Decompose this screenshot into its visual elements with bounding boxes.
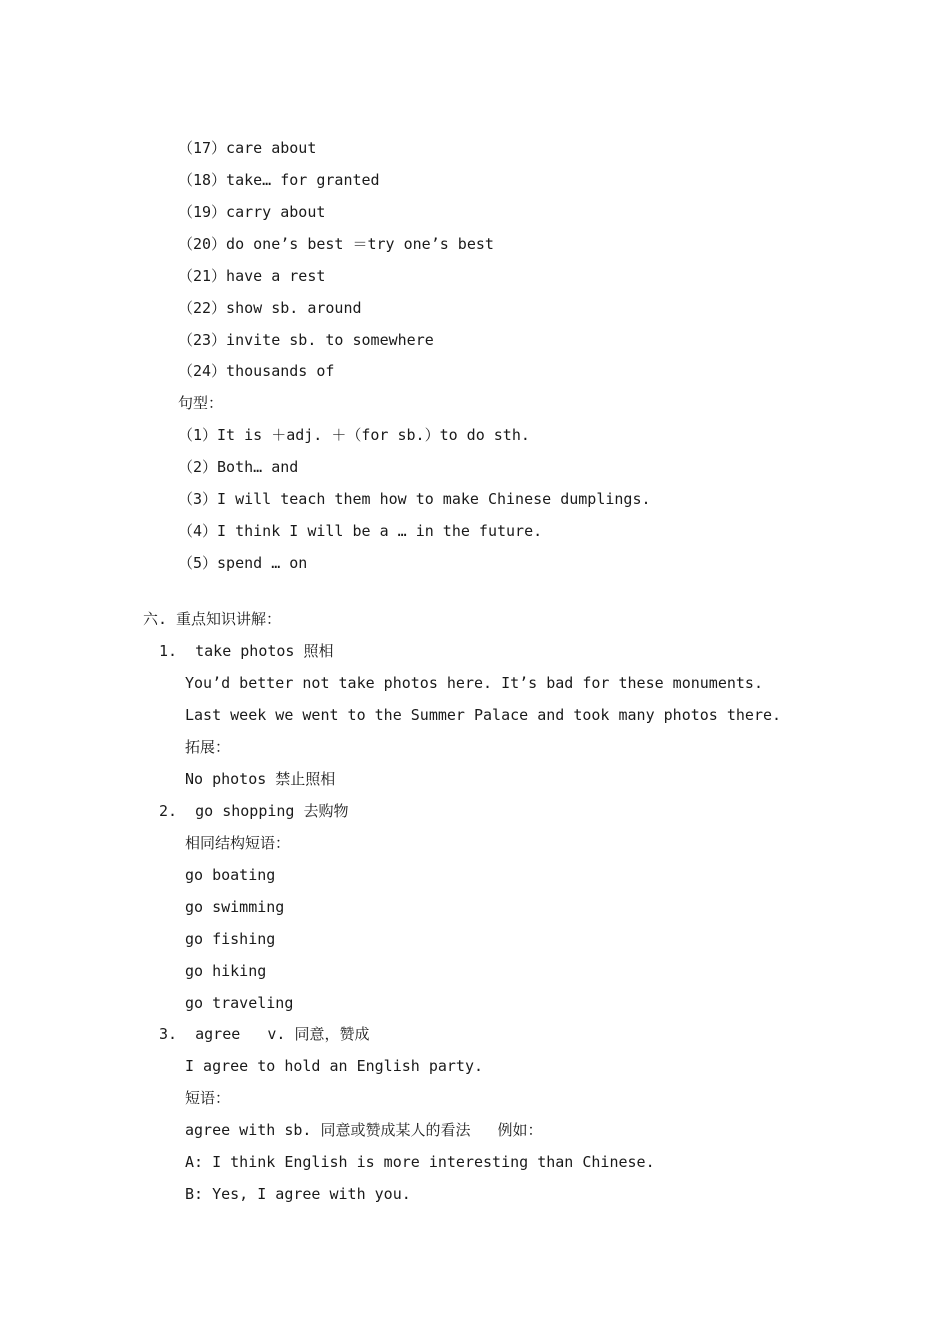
pattern-item-3: （3）I will teach them how to make Chinese dumplings.	[178, 490, 651, 508]
point-3-dialog-a: A: I think English is more interesting than Chinese.	[185, 1153, 655, 1171]
point-2-item-2: go swimming	[185, 898, 285, 916]
phrase-item-22: （22）show sb. around	[178, 299, 362, 317]
point-1-extend-text: No photos 禁止照相	[185, 770, 336, 788]
point-2-item-4: go hiking	[185, 962, 267, 980]
pattern-item-4: （4）I think I will be a … in the future.	[178, 522, 543, 540]
point-1-title: 1. take photos 照相	[159, 642, 334, 660]
point-2-item-1: go boating	[185, 866, 276, 884]
phrase-item-19: （19）carry about	[178, 203, 326, 221]
point-2-title: 2. go shopping 去购物	[159, 802, 349, 820]
point-2-item-5: go traveling	[185, 994, 294, 1012]
phrase-item-24: （24）thousands of	[178, 362, 335, 380]
point-3-example: I agree to hold an English party.	[185, 1057, 484, 1075]
point-2-item-3: go fishing	[185, 930, 276, 948]
phrase-item-21: （21）have a rest	[178, 267, 326, 285]
point-3-phrase-label: 短语：	[185, 1089, 231, 1107]
point-3-title: 3. agree v. 同意，赞成	[159, 1025, 370, 1043]
pattern-item-1: （1）It is ＋adj. ＋（for sb.）to do sth.	[178, 426, 530, 444]
pattern-item-2: （2）Both… and	[178, 458, 299, 476]
phrase-item-20: （20）do one’s best ＝try one’s best	[178, 235, 494, 253]
phrase-item-18: （18）take… for granted	[178, 171, 380, 189]
point-1-example-1: You’d better not take photos here. It’s bad for these monuments.	[185, 674, 763, 692]
point-3-phrase: agree with sb. 同意或赞成某人的看法 例如：	[185, 1121, 543, 1139]
pattern-item-5: （5）spend … on	[178, 554, 308, 572]
point-3-dialog-b: B: Yes, I agree with you.	[185, 1185, 411, 1203]
sentence-patterns-heading: 句型：	[178, 394, 224, 412]
point-1-extend-label: 拓展：	[185, 738, 231, 756]
section-heading: 六. 重点知识讲解：	[143, 610, 282, 628]
point-1-example-2: Last week we went to the Summer Palace and took many photos there.	[185, 706, 782, 724]
phrase-item-17: （17）care about	[178, 139, 317, 157]
point-2-label: 相同结构短语：	[185, 834, 291, 852]
phrase-item-23: （23）invite sb. to somewhere	[178, 331, 434, 349]
